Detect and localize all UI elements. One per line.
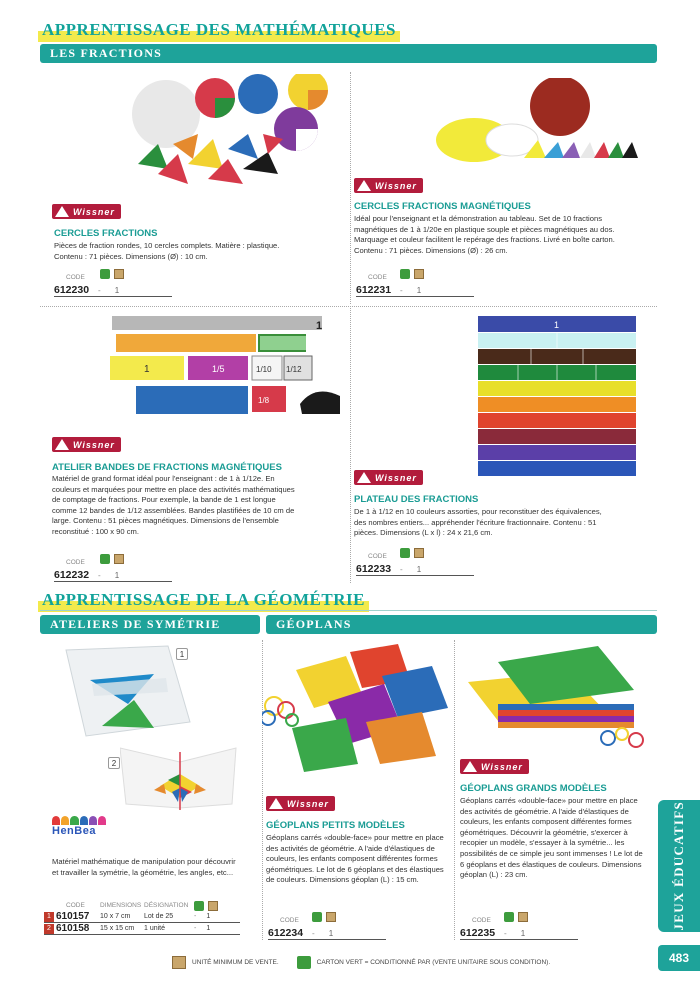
brand-logo (52, 437, 121, 452)
code-label: CODE (368, 274, 387, 281)
product-code: 612232 (54, 569, 90, 581)
product-title: PLATEAU DES FRACTIONS (354, 494, 479, 505)
product-description: Idéal pour l'enseignant et la démonstration au tableau. Set de 10 fractions magnétiques de 1 à 1/20e en plastique souple et pièces magnétiques au dos. Marquage et couleur facilitent le repérage des fractions. Livré en boîte carton. Contenu : 71 pièces. Dimensions (Ø) : 26 cm. (354, 214, 615, 255)
product-code-row (356, 563, 474, 576)
section-bar-symetrie (40, 615, 260, 634)
bar-label: ATELIERS DE SYMÉTRIE (50, 617, 221, 631)
product-image-cercles-fractions (118, 74, 346, 194)
unit-box-icon (114, 554, 124, 564)
dimensions: 10 x 7 cm (100, 913, 131, 920)
unit-box-icon (208, 901, 218, 911)
col-dimensions: DIMENSIONS (100, 902, 142, 909)
code-label: CODE (280, 917, 299, 924)
bar-label: LES FRACTIONS (50, 46, 162, 60)
brand-label: Wissner (73, 206, 115, 217)
footer-carton: CARTON VERT = CONDITIONNÉ PAR (VENTE UNITAIRE SOUS CONDITION). (316, 959, 551, 966)
packaging-icons (100, 554, 124, 564)
carton-vert-icon (100, 554, 110, 564)
row-number: 1 (44, 912, 54, 922)
brand-logo (354, 178, 423, 193)
product-description: Géoplans carrés «double-face» pour mettre en place des activités de géométrie. A l'aide d'élastiques de couleurs, les enfants composent différentes formes géométriques. Découvrir la géométrie, s'exercer à recopier un modèle, s'essayer à la symétrie... les possibilités de ce simple jeu sont immenses ! Le lot de 6 géoplans et des élastiques de couleurs. Dimensions géoplan (L) : 23 cm. (460, 796, 643, 880)
carton-vert-icon (100, 269, 110, 279)
section-title-mathematiques: APPRENTISSAGE DES MATHÉMATIQUES (38, 18, 400, 42)
min-quantity: 1 (416, 564, 422, 574)
col-code: CODE (66, 902, 85, 909)
divider (40, 306, 657, 307)
side-tab-label: JEUX ÉDUCATIFS (671, 801, 686, 931)
packaging-icons (504, 912, 528, 922)
fraction-label: 1 (316, 320, 323, 332)
product-image-cercles-magnetiques (434, 78, 644, 174)
product-code: 612234 (268, 927, 304, 939)
brand-triangle-icon (55, 439, 69, 450)
carton-vert-icon (400, 548, 410, 558)
designation: Lot de 25 (144, 913, 174, 920)
fraction-label: 1/10 (256, 365, 272, 374)
product-description: Géoplans carrés «double-face» pour mettre en place des activités de géométrie. A l'aide d'élastiques de couleurs, les enfants composent différentes formes géométriques. Le lot de 6 géoplans et des élastiques de couleurs. Dimensions géoplan (L) : 15 cm. (266, 833, 444, 885)
table-row (44, 923, 240, 935)
product-description: Matériel mathématique de manipulation pour découvrir et travailler la symétrie, la géométrie, les angles, etc... (52, 857, 236, 877)
min-quantity: 1 (206, 925, 211, 932)
carton-vert-icon (504, 912, 514, 922)
unit-box-icon (518, 912, 528, 922)
brand-label: Wissner (481, 761, 523, 772)
product-code-row (268, 927, 386, 940)
fraction-label: 1/5 (212, 364, 225, 374)
separator: - (312, 928, 315, 938)
product-code: 610158 (56, 923, 90, 934)
code-label: CODE (472, 917, 491, 924)
bar-label: GÉOPLANS (276, 617, 352, 631)
product-code: 612235 (460, 927, 496, 939)
code-label: CODE (368, 553, 387, 560)
divider (40, 610, 657, 611)
brand-triangle-icon (269, 798, 283, 809)
section-bar-geoplans (266, 615, 657, 634)
row-number: 2 (44, 924, 54, 934)
separator: - (194, 913, 197, 920)
henbea-figures-icon (52, 816, 106, 825)
product-code-row (54, 569, 172, 582)
brand-triangle-icon (55, 206, 69, 217)
designation: 1 unité (144, 925, 166, 932)
product-title: CERCLES FRACTIONS MAGNÉTIQUES (354, 201, 531, 212)
separator: - (400, 285, 403, 295)
brand-logo (460, 759, 529, 774)
item-number-badge: 2 (108, 757, 120, 769)
code-label: CODE (66, 559, 85, 566)
divider (454, 640, 455, 940)
product-code: 610157 (56, 911, 90, 922)
side-tab (658, 800, 700, 932)
section-bar-fractions (40, 44, 657, 63)
product-image-plateau-fractions (478, 316, 638, 478)
product-image-geoplans-grands (458, 642, 654, 752)
separator: - (98, 570, 101, 580)
henbea-label: HenBea (52, 825, 96, 837)
carton-vert-icon (400, 269, 410, 279)
carton-vert-icon (312, 912, 322, 922)
product-code: 612230 (54, 284, 90, 296)
product-image-bandes-fractions (110, 314, 346, 422)
packaging-icons (194, 901, 218, 911)
product-code-row (54, 284, 172, 297)
product-title: GÉOPLANS PETITS MODÈLES (266, 820, 405, 831)
min-quantity: 1 (416, 285, 422, 295)
table-row (44, 911, 240, 923)
fraction-label: 1 (554, 320, 560, 330)
brand-logo (52, 204, 121, 219)
brand-label: Wissner (73, 439, 115, 450)
unit-box-icon (114, 269, 124, 279)
separator: - (194, 925, 197, 932)
product-title: CERCLES FRACTIONS (54, 228, 158, 239)
packaging-icons (400, 269, 424, 279)
brand-triangle-icon (463, 761, 477, 772)
product-description: De 1 à 1/12 en 10 couleurs assorties, pour reconstituer des équivalences, des nombres entiers... appréhender l'écriture fractionnaire. Contenu : 51 pièces. Dimensions (L x l) : 24 x 21,6 cm. (354, 507, 602, 538)
min-quantity: 1 (328, 928, 334, 938)
brand-label: Wissner (375, 180, 417, 191)
brand-triangle-icon (357, 180, 371, 191)
product-code: 612231 (356, 284, 392, 296)
dimensions: 15 x 15 cm (100, 925, 135, 932)
product-title: ATELIER BANDES DE FRACTIONS MAGNÉTIQUES (52, 462, 282, 473)
packaging-icons (312, 912, 336, 922)
separator: - (98, 285, 101, 295)
fraction-label: 1 (144, 364, 150, 375)
code-label: CODE (66, 274, 85, 281)
table-header (44, 900, 240, 911)
separator: - (400, 564, 403, 574)
carton-vert-icon (194, 901, 204, 911)
unit-box-icon (414, 548, 424, 558)
page-number: 483 (658, 945, 700, 971)
product-table (44, 900, 240, 935)
min-quantity: 1 (114, 285, 120, 295)
brand-triangle-icon (357, 472, 371, 483)
product-image-geoplans-petits (262, 644, 452, 774)
brand-label: Wissner (375, 472, 417, 483)
henbea-logo (52, 816, 106, 837)
min-quantity: 1 (520, 928, 526, 938)
unit-box-icon (326, 912, 336, 922)
item-number-badge: 1 (176, 648, 188, 660)
unit-box-icon (172, 956, 186, 969)
brand-logo (354, 470, 423, 485)
divider (350, 308, 351, 583)
divider (350, 72, 351, 304)
product-title: GÉOPLANS GRANDS MODÈLES (460, 783, 607, 794)
carton-vert-icon (297, 956, 311, 969)
packaging-icons (100, 269, 124, 279)
section-title-geometrie: APPRENTISSAGE DE LA GÉOMÉTRIE (38, 588, 369, 612)
product-description: Pièces de fraction rondes, 10 cercles complets. Matière : plastique. Contenu : 71 pièces. Dimensions (Ø) : 10 cm. (54, 241, 280, 261)
brand-logo (266, 796, 335, 811)
product-code-row (356, 284, 474, 297)
col-designation: DÉSIGNATION (144, 902, 189, 909)
footer-legend (172, 956, 550, 969)
fraction-label: 1/12 (286, 365, 302, 374)
unit-box-icon (414, 269, 424, 279)
product-code-row (460, 927, 578, 940)
min-quantity: 1 (114, 570, 120, 580)
min-quantity: 1 (206, 913, 211, 920)
brand-label: Wissner (287, 798, 329, 809)
packaging-icons (400, 548, 424, 558)
fraction-label: 1/8 (258, 396, 270, 405)
separator: - (504, 928, 507, 938)
product-code: 612233 (356, 563, 392, 575)
product-image-symetrie-2 (120, 744, 238, 818)
footer-unit: UNITÉ MINIMUM DE VENTE. (192, 959, 279, 966)
product-description: Matériel de grand format idéal pour l'enseignant : de 1 à 1/12e. En couleurs et marquées pour mettre en place des activités mathématiques de comptage de fractions. Pour exemple, la bande de 1 est longue comme 12 bandes de 1/12 assemblées. Bandes plastifiées de 10 cm de large. Contenu : 51 pièces magnétiques. Dimensions de l'ensemble reconstitué : 100 x 90 cm. (52, 474, 295, 536)
